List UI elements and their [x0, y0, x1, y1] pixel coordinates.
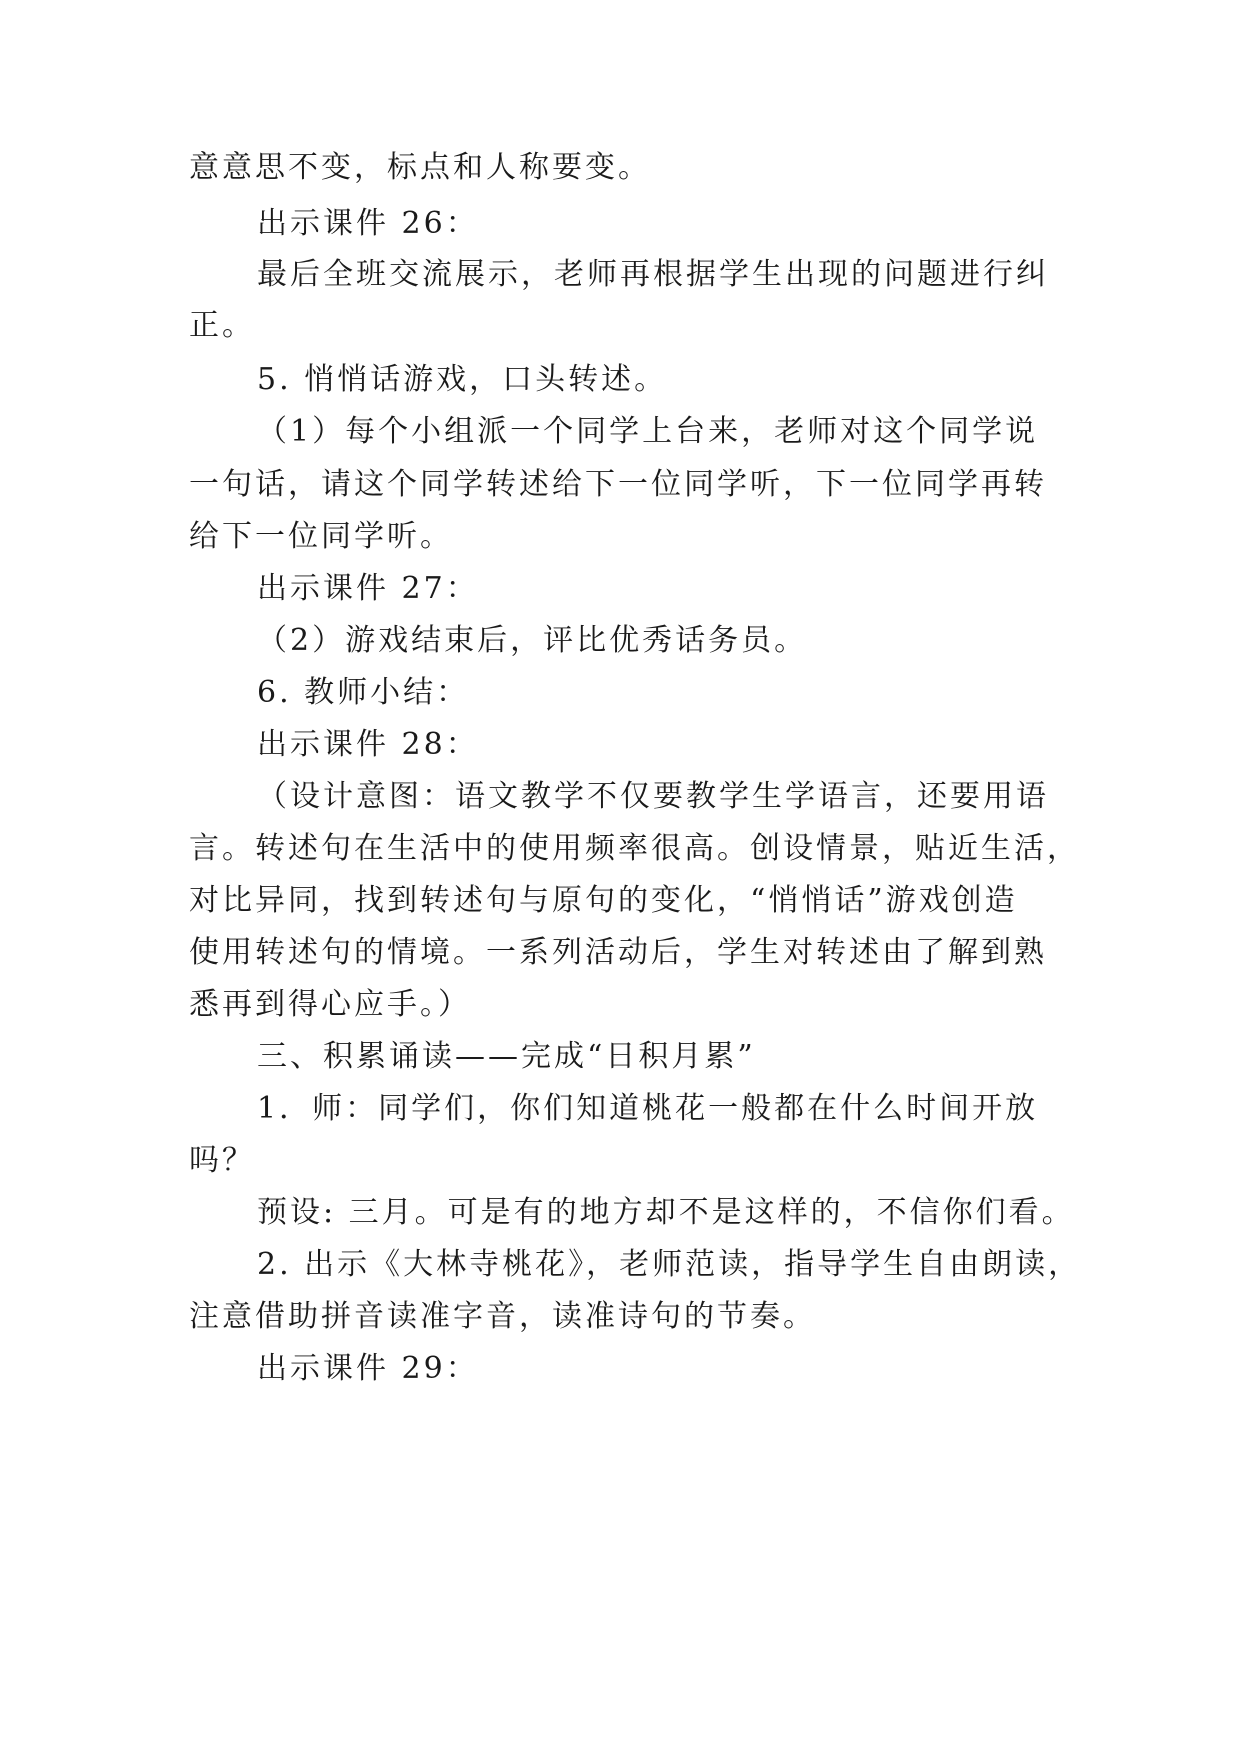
paragraph-line: 使用转述句的情境。一系列活动后，学生对转述由了解到熟	[189, 935, 1047, 970]
section-heading: 6. 教师小结：	[257, 675, 470, 710]
paragraph-line: 2. 出示《大林寺桃花》，老师范读，指导学生自由朗读，	[257, 1247, 1082, 1282]
paragraph-line: （2）游戏结束后，评比优秀话务员。	[257, 623, 808, 658]
paragraph-line: 给下一位同学听。	[189, 519, 453, 554]
paragraph-line: 最后全班交流展示，老师再根据学生出现的问题进行纠	[257, 257, 1049, 292]
courseware-line: 出示课件 28：	[257, 727, 479, 762]
paragraph-line: （设计意图：语文教学不仅要教学生学语言，还要用语	[257, 779, 1049, 814]
paragraph-line: 预设: 三月。可是有的地方却不是这样的，不信你们看。	[257, 1195, 1075, 1230]
paragraph-line: 对比异同，找到转述句与原句的变化，“悄悄话”游戏创造	[189, 883, 1018, 918]
section-heading: 三、积累诵读——完成“日积月累”	[257, 1039, 756, 1074]
courseware-line: 出示课件 27：	[257, 571, 479, 606]
paragraph-line: 1．师：同学们，你们知道桃花一般都在什么时间开放	[257, 1091, 1039, 1126]
paragraph-line: 吗？	[189, 1143, 255, 1178]
paragraph-line: 注意借助拼音读准字音，读准诗句的节奏。	[189, 1299, 816, 1334]
paragraph-line: （1）每个小组派一个同学上台来，老师对这个同学说	[257, 414, 1039, 449]
section-heading: 5. 悄悄话游戏，口头转述。	[257, 362, 668, 397]
paragraph-line: 悉再到得心应手。）	[189, 987, 471, 1022]
paragraph-line: 一句话，请这个同学转述给下一位同学听，下一位同学再转	[189, 467, 1047, 502]
paragraph-line: 意意思不变，标点和人称要变。	[189, 150, 651, 185]
paragraph-line: 正。	[189, 308, 255, 343]
paragraph-line: 言。转述句在生活中的使用频率很高。创设情景，贴近生活，	[189, 831, 1080, 866]
courseware-line: 出示课件 26：	[257, 206, 479, 241]
courseware-line: 出示课件 29：	[257, 1351, 479, 1386]
